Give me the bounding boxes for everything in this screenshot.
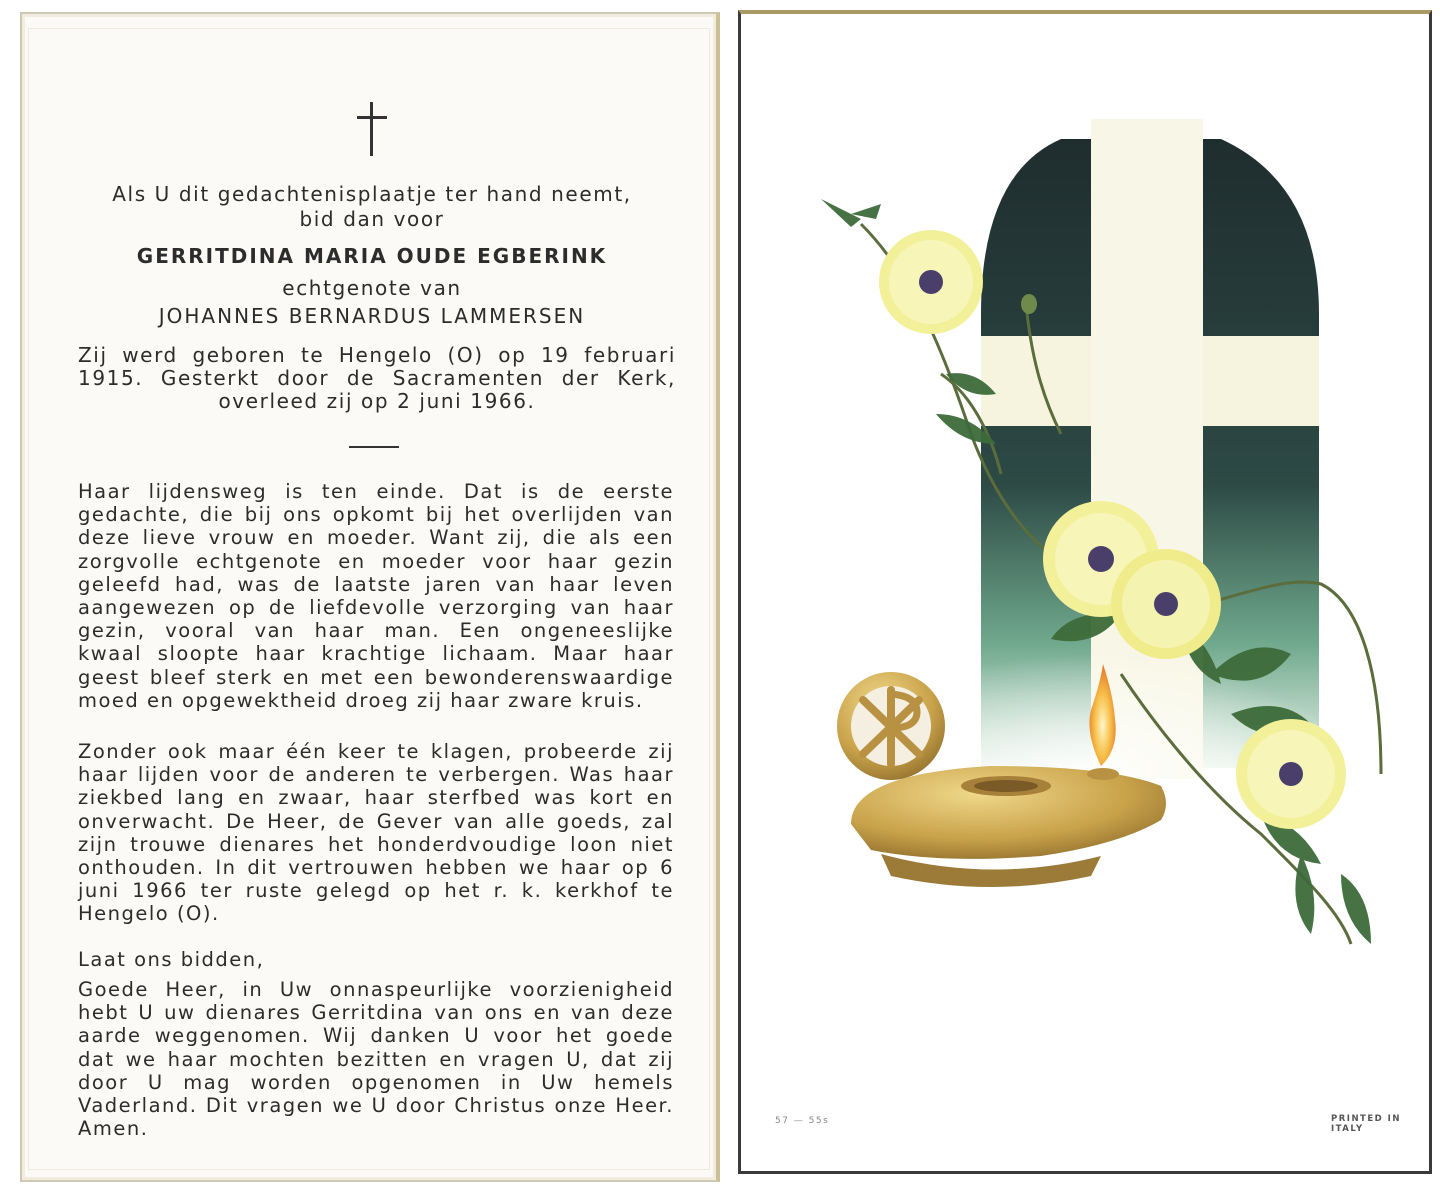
spouse-name: JOHANNES BERNARDUS LAMMERSEN bbox=[158, 304, 586, 328]
prayer-text: Goede Heer, in Uw onnaspeurlijke voorzienigheid hebt U uw dienares Gerritdina van ons en van deze aarde weggenomen. Wij danken U voor het goede dat we haar mochten bezitten en vragen U, dat zij door U mag worden opgenomen in Uw hemels Vaderland. Dit vragen we U door Christus onze Heer. Amen. bbox=[78, 978, 674, 1141]
devotional-illustration bbox=[741, 14, 1429, 1171]
intro-line-1: Als U dit gedachtenisplaatje ter hand neemt, bbox=[112, 182, 632, 206]
deceased-name: GERRITDINA MARIA OUDE EGBERINK bbox=[136, 244, 608, 268]
intro-line-2: bid dan voor bbox=[299, 207, 445, 231]
divider-line bbox=[349, 446, 399, 448]
print-code: 57 — 55s bbox=[775, 1116, 830, 1126]
printed-in-italy: PRINTED IN ITALY bbox=[1331, 1114, 1401, 1134]
latin-cross-icon bbox=[357, 102, 387, 156]
birth-death-text: Zij werd geboren te Hengelo (O) op 19 februari 1915. Gesterkt door de Sacramenten der Kerk, overleed zij op 2 juni 1966. bbox=[78, 343, 676, 413]
memorial-card-text-side bbox=[20, 12, 720, 1182]
prayer-intro: Laat ons bidden, bbox=[78, 948, 265, 971]
body-paragraph-1: Haar lijdensweg is ten einde. Dat is de eerste gedachte, die bij ons opkomt bij het overlijden van deze lieve vrouw en moeder. Want zij, die als een zorgvolle echtgenote en moeder voor haar gezin geleefd had, was de laatste jaren van haar leven aangewezen op de liefdevolle verzorging van haar gezin, vooral van haar man. Een ongeneeslijke kwaal sloopte haar krachtige lichaam. Maar haar geest bleef sterk en met een bewonderenswaardige moed en opgewektheid droeg zij haar zware kruis. bbox=[78, 480, 674, 712]
memorial-card-picture-side bbox=[738, 10, 1432, 1174]
body-paragraph-2: Zonder ook maar één keer te klagen, probeerde zij haar lijden voor de anderen te verbergen. Was haar ziekbed lang en zwaar, haar sterfbed was kort en onverwacht. De Heer, de Gever van alle goeds, zal zijn trouwe dienares het honderdvoudige loon niet onthouden. In dit vertrouwen hebben we haar op 6 juni 1966 ter ruste gelegd op het r. k. kerkhof te Hengelo (O). bbox=[78, 740, 674, 926]
spouse-label: echtgenote van bbox=[282, 276, 462, 300]
